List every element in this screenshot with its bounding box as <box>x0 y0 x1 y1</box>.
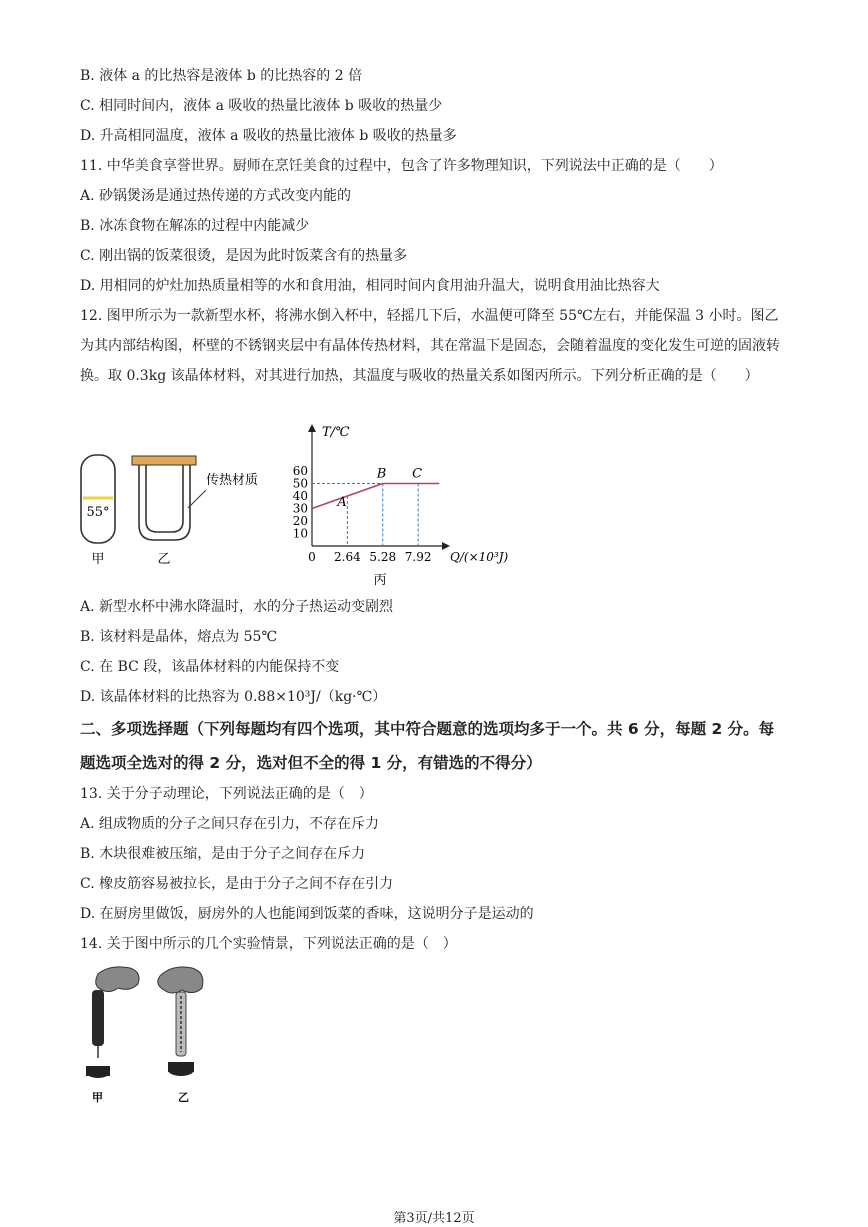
q11-option-a: A. 砂锅煲汤是通过热传递的方式改变内能的 <box>80 188 352 204</box>
x-tick-label: 0 <box>308 550 316 564</box>
y-tick-label: 30 <box>292 501 308 516</box>
point-label-a: A <box>337 495 347 510</box>
cup-lid <box>132 456 196 465</box>
q13-option-b: B. 木块很难被压缩，是由于分子之间存在斥力 <box>80 846 366 862</box>
q12-option-a: A. 新型水杯中沸水降温时，水的分子热运动变剧烈 <box>80 599 394 615</box>
q12-stem: 12. 图甲所示为一款新型水杯，将沸水倒入杯中，轻摇几下后，水温便可降至 55℃左右，并能保温 3 小时。图乙为其内部结构图，杯壁的不锈钢夹层中有晶体传热材料，其在常温下是固态，会随着温度的变化发生可逆的固液转换。取 0.3kg 该晶体材料，对其进行加热，其温度与吸收的热量关系如图丙所示。下列分析正确的是（ ） <box>80 308 780 384</box>
q12-figure-jia <box>74 450 124 570</box>
fig-bing-label: 丙 <box>373 573 387 588</box>
point-label-c: C <box>412 466 423 482</box>
y-axis-arrow <box>308 424 316 432</box>
q14-figure-jia <box>80 962 145 1107</box>
section-2-heading: 二、多项选择题（下列每题均有四个选项，其中符合题意的选项均多于一个。共 6 分，每题 2 分。每题选项全选对的得 2 分，选对但不全的得 1 分，有错选的不得分） <box>80 720 775 772</box>
fig-yi-label: 乙 <box>157 552 171 567</box>
x-tick-label: 5.28 <box>369 550 397 564</box>
q12-figure-yi <box>128 450 278 570</box>
x-tick-label: 2.64 <box>334 550 361 564</box>
fig-yi-label: 乙 <box>178 1091 189 1104</box>
x-tick-label: 7.92 <box>404 550 432 564</box>
q12-option-d: D. 该晶体材料的比热容为 0.88×10³J/（kg·℃） <box>80 689 387 705</box>
hand-image <box>158 967 203 993</box>
y-tick-label: 20 <box>292 514 308 528</box>
page-footer: 第3页/共12页 <box>393 1211 475 1226</box>
q14-figure-yi <box>150 962 220 1107</box>
q11-option-b: B. 冰冻食物在解冻的过程中内能减少 <box>80 218 310 234</box>
lead-weight-body <box>168 1062 194 1072</box>
q11-stem: 11. 中华美食享誉世界。厨师在烹饪美食的过程中，包含了许多物理知识，下列说法中正确的是（ ） <box>80 158 723 174</box>
callout-label: 传热材质 <box>206 473 259 488</box>
q13-option-a: A. 组成物质的分子之间只存在引力，不存在斥力 <box>80 816 380 832</box>
q12-option-c: C. 在 BC 段，该晶体材料的内能保持不变 <box>80 659 340 675</box>
hand-image <box>96 967 139 992</box>
fig-jia-label: 甲 <box>91 552 105 567</box>
q10-option-d: D. 升高相同温度，液体 a 吸收的热量比液体 b 吸收的热量多 <box>80 128 457 144</box>
q11-option-d: D. 用相同的炉灶加热质量相等的水和食用油，相同时间内食用油升温大，说明食用油比热容大 <box>80 278 660 294</box>
temperature-curve <box>312 484 439 509</box>
cup-temp-label: 55° <box>86 505 110 520</box>
q13-stem: 13. 关于分子动理论，下列说法正确的是（ ） <box>80 786 373 802</box>
y-tick-label: 50 <box>292 476 308 491</box>
x-axis-label: Q/(×10³J) <box>450 550 509 564</box>
y-axis-label: T/℃ <box>322 425 350 440</box>
q12-chart-bing <box>280 418 525 590</box>
q13-option-c: C. 橡皮筋容易被拉长，是由于分子之间不存在引力 <box>80 876 394 892</box>
lead-weight-body <box>86 1066 110 1076</box>
q10-option-c: C. 相同时间内，液体 a 吸收的热量比液体 b 吸收的热量少 <box>80 98 443 114</box>
inner-wall <box>146 465 183 532</box>
x-axis-arrow <box>442 542 450 550</box>
y-tick-label: 10 <box>292 526 308 541</box>
fig-jia-label: 甲 <box>92 1091 103 1104</box>
q14-stem: 14. 关于图中所示的几个实验情景，下列说法正确的是（ ） <box>80 936 457 952</box>
lead-cylinder-top <box>92 990 104 1046</box>
q12-option-b: B. 该材料是晶体，熔点为 55℃ <box>80 629 278 645</box>
y-tick-label: 40 <box>292 489 308 503</box>
y-tick-label: 60 <box>292 464 308 478</box>
q10-option-b: B. 液体 a 的比热容是液体 b 的比热容的 2 倍 <box>80 68 363 84</box>
point-label-b: B <box>376 466 387 482</box>
q13-option-d: D. 在厨房里做饭，厨房外的人也能闻到饭菜的香味，这说明分子是运动的 <box>80 906 534 922</box>
q11-option-c: C. 刚出锅的饭菜很烫，是因为此时饭菜含有的热量多 <box>80 248 408 264</box>
